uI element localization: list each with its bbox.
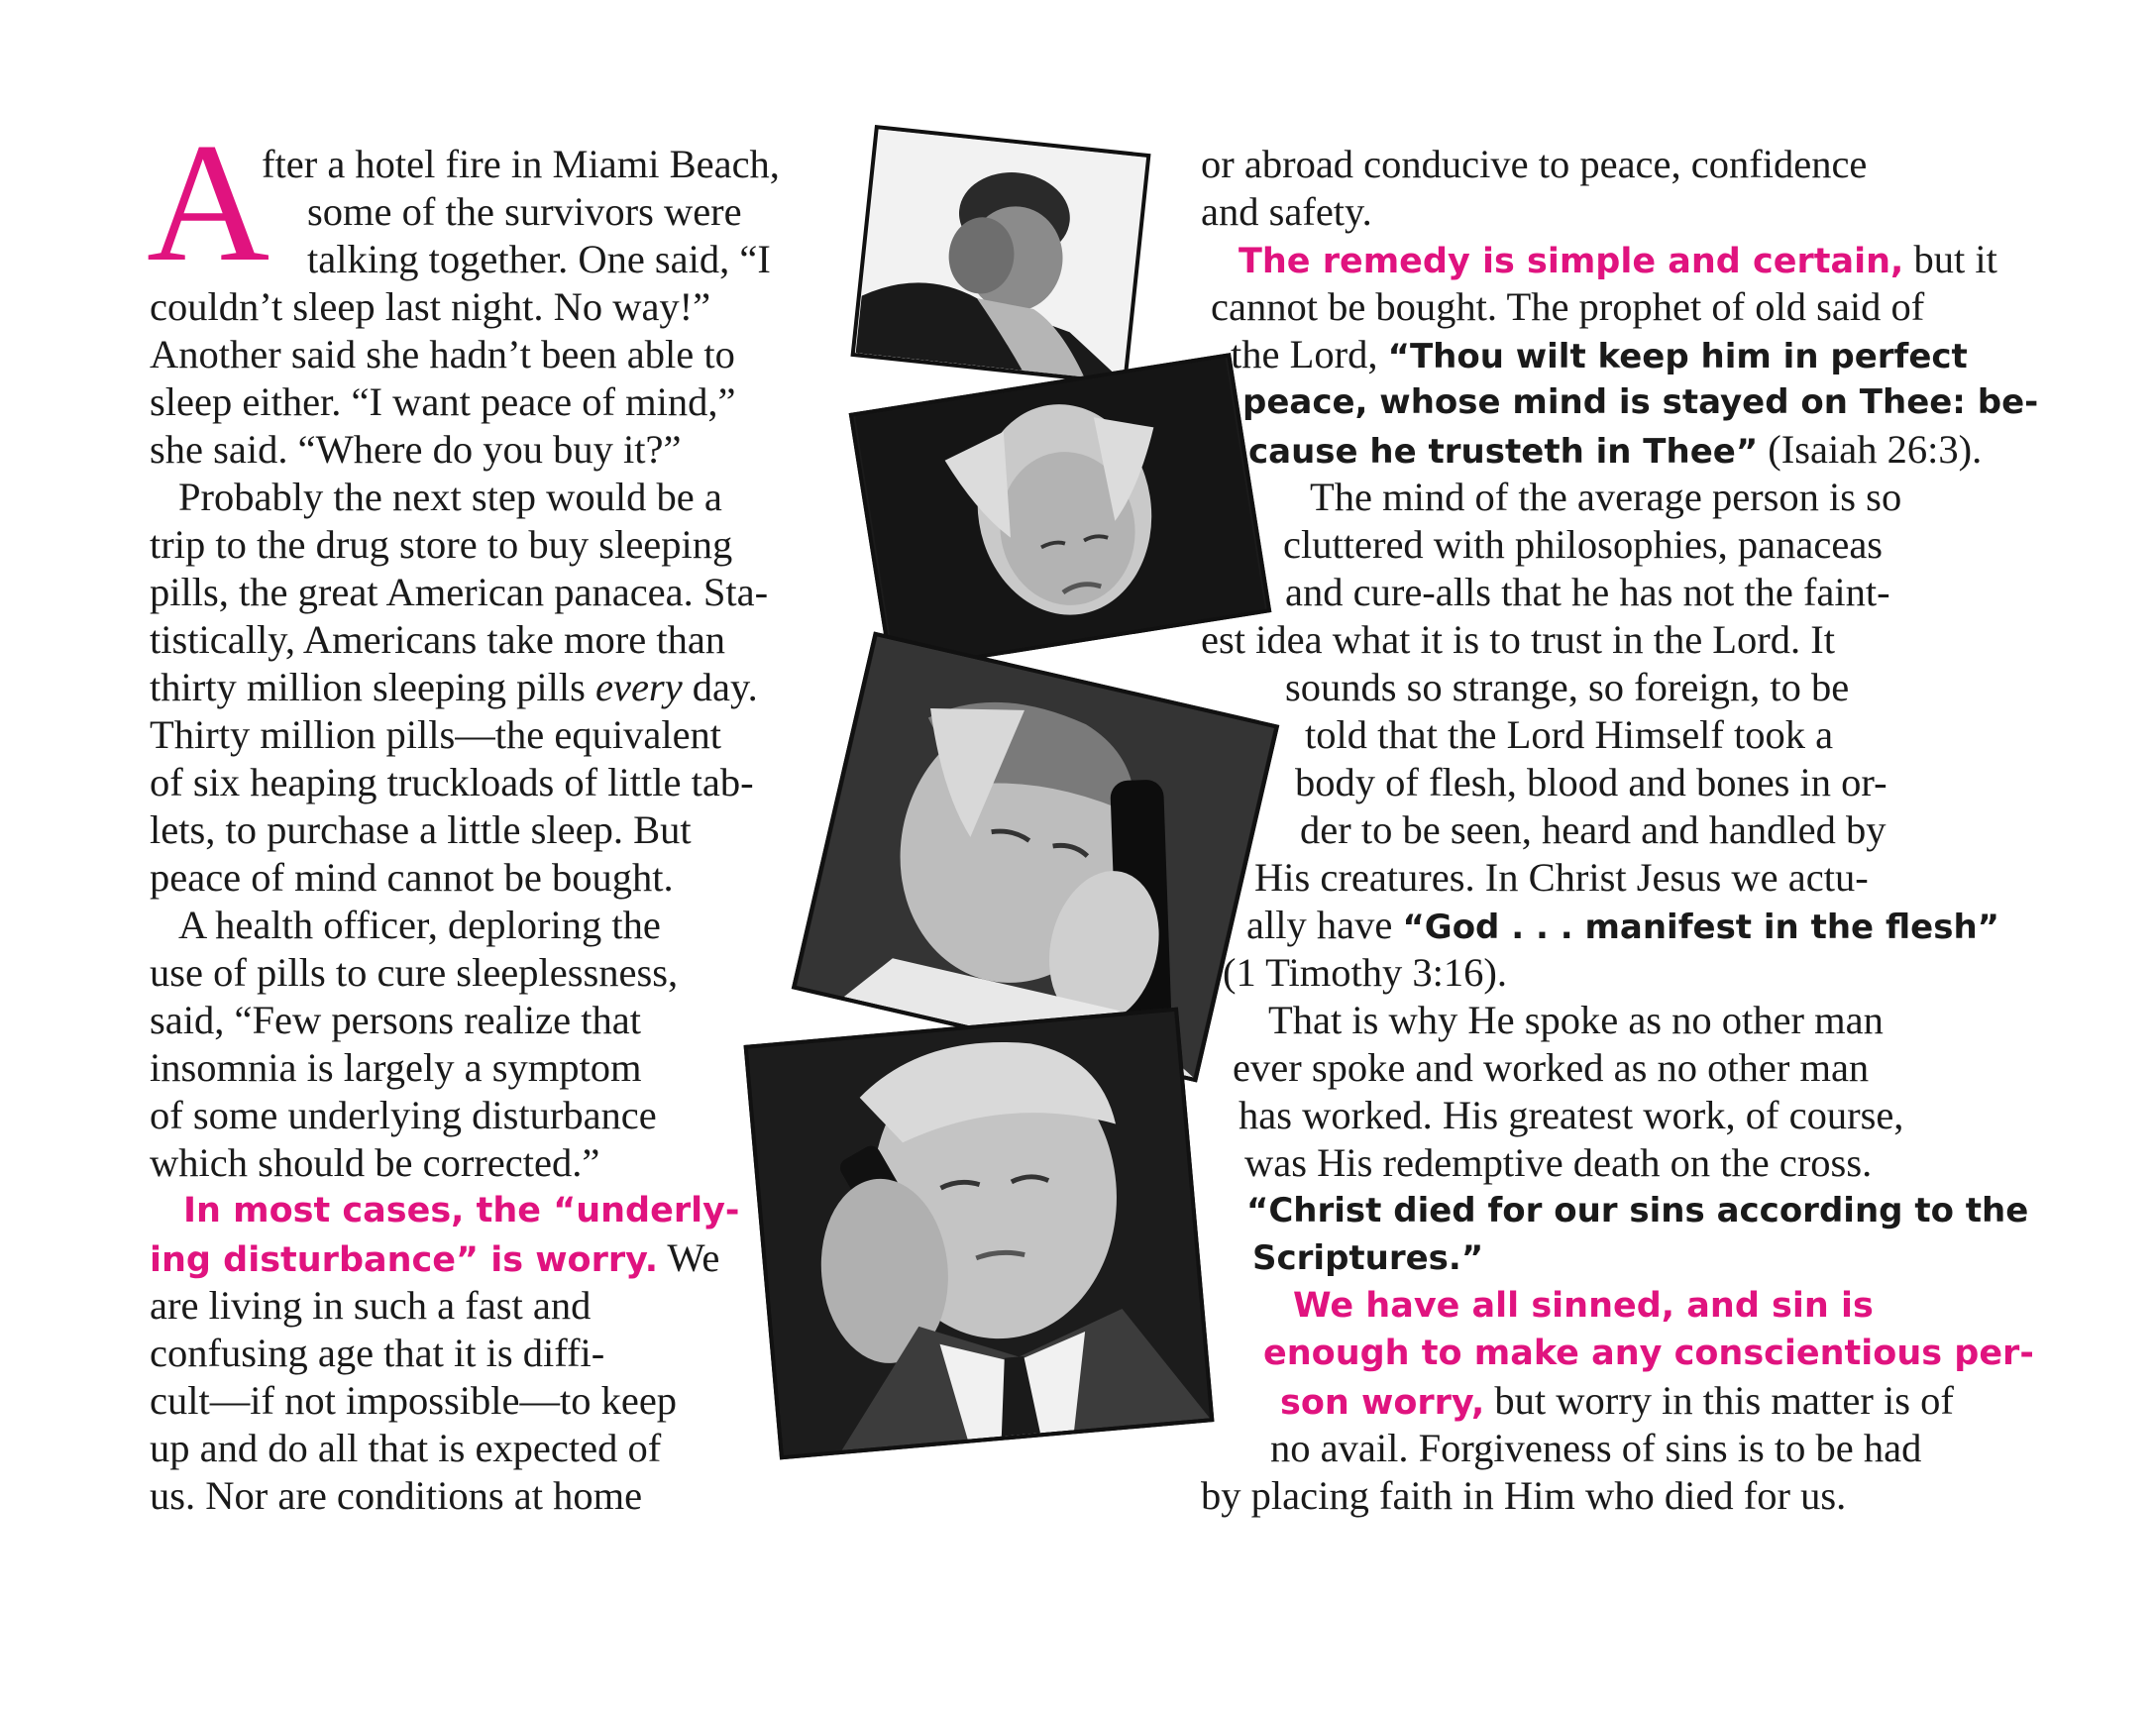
text-line: peace of mind cannot be bought. [150,855,674,900]
scripture-line: Scriptures.” [1252,1238,1484,1278]
emphasis-run: every [595,665,683,709]
text-line: ever spoke and worked as no other man [1233,1045,1870,1090]
text-line: His creatures. In Christ Jesus we actu- [1254,855,1869,900]
text-line: up and do all that is expected of [150,1426,662,1470]
text-run: thirty million sleeping pills [150,665,595,709]
text-line: sleep either. “I want peace of mind,” [150,379,736,424]
highlight-line: In most cases, the “underly- [183,1191,740,1230]
highlight-run: ing disturbance” is worry. [150,1240,659,1280]
text-line: use of pills to cure sleeplessness, [150,950,679,995]
text-line: are living in such a fast and [150,1283,592,1328]
text-run: We [658,1235,720,1280]
text-line: trip to the drug store to buy sleeping [150,522,733,567]
text-run: (Isaiah 26:3). [1758,427,1983,472]
man-phone-image [797,636,1275,1077]
highlight-run: The remedy is simple and certain, [1239,242,1904,281]
text-run: the Lord, [1231,332,1388,376]
text-line: cluttered with philosophies, panaceas [1283,522,1884,567]
man-ear-photo [850,125,1150,385]
highlight-line: enough to make any conscientious per- [1263,1334,2034,1373]
text-line: us. Nor are conditions at home [150,1473,643,1518]
text-line: has worked. His greatest work, of course, [1239,1093,1904,1137]
text-line: pills, the great American panacea. Sta- [150,570,769,614]
text-line: talking together. One said, “I [307,237,771,281]
text-line [1239,236,1997,285]
text-line [1280,1377,1954,1427]
text-line: sounds so strange, so foreign, to be [1285,665,1850,709]
text-line: insomnia is largely a symptom [150,1045,642,1090]
text-line: by placing faith in Him who died for us. [1201,1473,1847,1518]
text-line: cult—if not impossible—to keep [150,1378,678,1423]
text-line: Probably the next step would be a [178,475,722,519]
text-line: fter a hotel fire in Miami Beach, [262,142,780,186]
text-line: confusing age that it is diffi- [150,1331,605,1375]
text-line: (1 Timothy 3:16). [1223,950,1507,995]
text-line: said, “Few persons realize that [150,998,641,1042]
text-line: which should be corrected.” [150,1140,600,1185]
text-line: A health officer, deploring the [178,903,661,947]
text-line [1231,331,1968,380]
text-line: of six heaping truckloads of little tab- [150,760,754,804]
text-line: tistically, Americans take more than [150,617,726,662]
text-line: That is why He spoke as no other man [1268,998,1884,1042]
text-line: couldn’t sleep last night. No way!” [150,284,711,329]
text-line: lets, to purchase a little sleep. But [150,807,692,852]
text-line [1248,426,1982,476]
text-line: told that the Lord Himself took a [1305,712,1834,757]
text-line: body of flesh, blood and bones in or- [1295,760,1887,804]
text-run: day. [682,665,758,709]
text-line: and cure-alls that he has not the faint- [1285,570,1890,614]
man-cellphone-photo [744,1008,1215,1460]
drop-cap: A [147,109,270,297]
man-phone-photo [792,632,1279,1083]
highlight-line: We have all sinned, and sin is [1293,1286,1874,1326]
text-line: of some underlying disturbance [150,1093,657,1137]
text-line: was His redemptive death on the cross. [1244,1140,1873,1185]
text-line: est idea what it is to trust in the Lord. It [1201,617,1836,662]
text-line [1246,902,1999,951]
text-line [150,1234,719,1284]
highlight-run: son worry, [1280,1383,1485,1423]
man-cellphone-image [748,1012,1210,1455]
text-line: some of the survivors were [307,189,742,234]
text-line: she said. “Where do you buy it?” [150,427,682,472]
text-run: but worry in this matter is of [1484,1378,1954,1423]
text-line: der to be seen, heard and handled by [1300,807,1886,852]
text-line: Another said she hadn’t been able to [150,332,735,376]
text-run: ally have [1246,903,1403,947]
text-line: cannot be bought. The prophet of old said of [1211,284,1925,329]
text-line [150,664,758,711]
scripture-run: “Thou wilt keep him in perfect [1387,337,1968,376]
scripture-run: cause he trusteth in Thee” [1248,432,1759,472]
man-ear-image [855,129,1146,380]
text-line: Thirty million pills—the equivalent [150,712,722,757]
text-line: or abroad conducive to peace, confidence [1201,142,1868,186]
text-line: and safety. [1201,189,1372,234]
text-line: no avail. Forgiveness of sins is to be had [1270,1426,1922,1470]
scripture-line: “Christ died for our sins according to the [1246,1191,2029,1230]
text-run: but it [1903,237,1997,281]
scripture-run: “God . . . manifest in the flesh” [1402,908,1999,947]
text-line: The mind of the average person is so [1310,475,1902,519]
scripture-line: peace, whose mind is stayed on Thee: be- [1242,382,2039,422]
